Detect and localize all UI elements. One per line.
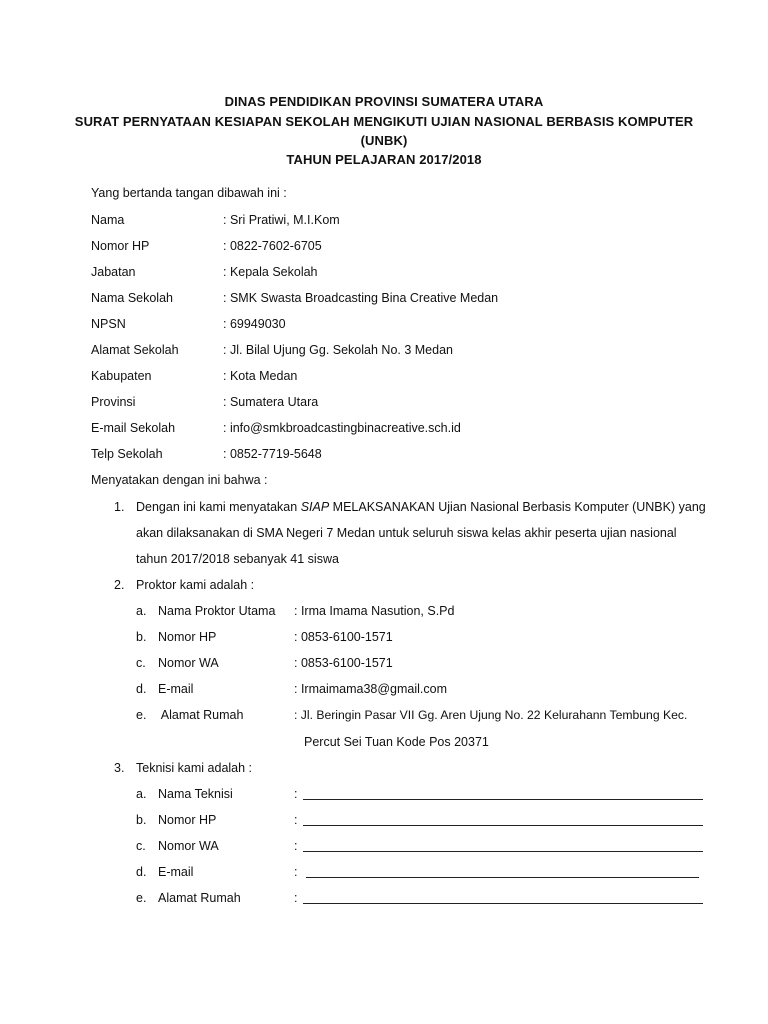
row-letter: c. bbox=[136, 839, 146, 853]
identity-value: : 69949030 bbox=[223, 317, 286, 331]
identity-value: : Kepala Sekolah bbox=[223, 265, 318, 279]
item-text bbox=[136, 500, 706, 514]
row-value: : bbox=[294, 839, 298, 853]
row-value: : Irma Imama Nasution, S.Pd bbox=[294, 604, 455, 618]
proktor-address-continuation: Percut Sei Tuan Kode Pos 20371 bbox=[304, 735, 489, 749]
row-label: Nomor WA bbox=[158, 839, 219, 853]
identity-label: NPSN bbox=[91, 317, 126, 331]
item-title: Teknisi kami adalah : bbox=[136, 761, 253, 775]
row-label: Nomor HP bbox=[158, 630, 217, 644]
row-value: : 0853-6100-1571 bbox=[294, 630, 393, 644]
identity-label: Nomor HP bbox=[91, 239, 150, 253]
row-letter: e. bbox=[136, 708, 147, 722]
identity-label: Jabatan bbox=[91, 265, 136, 279]
row-label: Nomor HP bbox=[158, 813, 217, 827]
header-agency: DINAS PENDIDIKAN PROVINSI SUMATERA UTARA bbox=[224, 94, 544, 109]
row-value: : bbox=[294, 787, 298, 801]
identity-value: : 0822-7602-6705 bbox=[223, 239, 322, 253]
identity-value: : SMK Swasta Broadcasting Bina Creative Medan bbox=[223, 291, 499, 305]
header-title-abbrev: (UNBK) bbox=[360, 133, 408, 148]
row-letter: a. bbox=[136, 787, 147, 801]
identity-value: : Kota Medan bbox=[223, 369, 298, 383]
row-label: E-mail bbox=[158, 682, 194, 696]
statement-intro: Menyatakan dengan ini bahwa : bbox=[91, 473, 268, 487]
row-value: : bbox=[294, 865, 298, 879]
item-1-line-3: tahun 2017/2018 sebanyak 41 siswa bbox=[136, 552, 339, 566]
emphasis-siap: SIAP bbox=[300, 500, 330, 514]
technician-phone-blank[interactable] bbox=[303, 814, 703, 826]
row-label: Nama Teknisi bbox=[158, 787, 233, 801]
item-text-part: MELAKSANAKAN Ujian Nasional Berbasis Komputer (UNBK) yang bbox=[329, 500, 706, 514]
row-label: Alamat Rumah bbox=[158, 891, 241, 905]
row-letter: b. bbox=[136, 813, 147, 827]
item-number: 2. bbox=[114, 578, 125, 592]
item-text-part: Dengan ini kami menyatakan bbox=[136, 500, 301, 514]
row-label: Nomor WA bbox=[158, 656, 219, 670]
row-letter: d. bbox=[136, 865, 147, 879]
technician-name-blank[interactable] bbox=[303, 788, 703, 800]
row-value: : bbox=[294, 813, 298, 827]
row-letter: b. bbox=[136, 630, 147, 644]
identity-value: : Jl. Bilal Ujung Gg. Sekolah No. 3 Medan bbox=[223, 343, 453, 357]
identity-label: Nama Sekolah bbox=[91, 291, 173, 305]
identity-value: : Sumatera Utara bbox=[223, 395, 319, 409]
row-value: : 0853-6100-1571 bbox=[294, 656, 393, 670]
row-label: Alamat Rumah bbox=[158, 708, 244, 722]
identity-label: E-mail Sekolah bbox=[91, 421, 176, 435]
identity-value: : 0852-7719-5648 bbox=[223, 447, 322, 461]
item-1-line-2: akan dilaksanakan di SMA Negeri 7 Medan untuk seluruh siswa kelas akhir peserta ujian nasional bbox=[136, 526, 677, 540]
row-value: : bbox=[294, 891, 298, 905]
intro-text: Yang bertanda tangan dibawah ini : bbox=[91, 186, 287, 200]
row-letter: a. bbox=[136, 604, 147, 618]
row-label: E-mail bbox=[158, 865, 194, 879]
row-value: : Irmaimama38@gmail.com bbox=[294, 682, 448, 696]
identity-label: Kabupaten bbox=[91, 369, 152, 383]
identity-value: : Sri Pratiwi, M.I.Kom bbox=[223, 213, 340, 227]
item-title: Proktor kami adalah : bbox=[136, 578, 255, 592]
header-title: SURAT PERNYATAAN KESIAPAN SEKOLAH MENGIKUTI UJIAN NASIONAL BERBASIS KOMPUTER bbox=[74, 114, 694, 129]
row-letter: e. bbox=[136, 891, 147, 905]
row-letter: d. bbox=[136, 682, 147, 696]
identity-label: Provinsi bbox=[91, 395, 136, 409]
header-year: TAHUN PELAJARAN 2017/2018 bbox=[286, 152, 482, 167]
technician-address-blank[interactable] bbox=[303, 892, 703, 904]
identity-label: Alamat Sekolah bbox=[91, 343, 179, 357]
item-number: 1. bbox=[114, 500, 125, 514]
technician-email-blank[interactable] bbox=[306, 866, 699, 878]
item-number: 3. bbox=[114, 761, 125, 775]
identity-label: Nama bbox=[91, 213, 125, 227]
row-letter: c. bbox=[136, 656, 146, 670]
row-value: : Jl. Beringin Pasar VII Gg. Aren Ujung No. 22 Kelurahann Tembung Kec. bbox=[294, 708, 688, 722]
row-label: Nama Proktor Utama bbox=[158, 604, 276, 618]
identity-value: : info@smkbroadcastingbinacreative.sch.id bbox=[223, 421, 461, 435]
identity-label: Telp Sekolah bbox=[91, 447, 163, 461]
technician-wa-blank[interactable] bbox=[303, 840, 703, 852]
